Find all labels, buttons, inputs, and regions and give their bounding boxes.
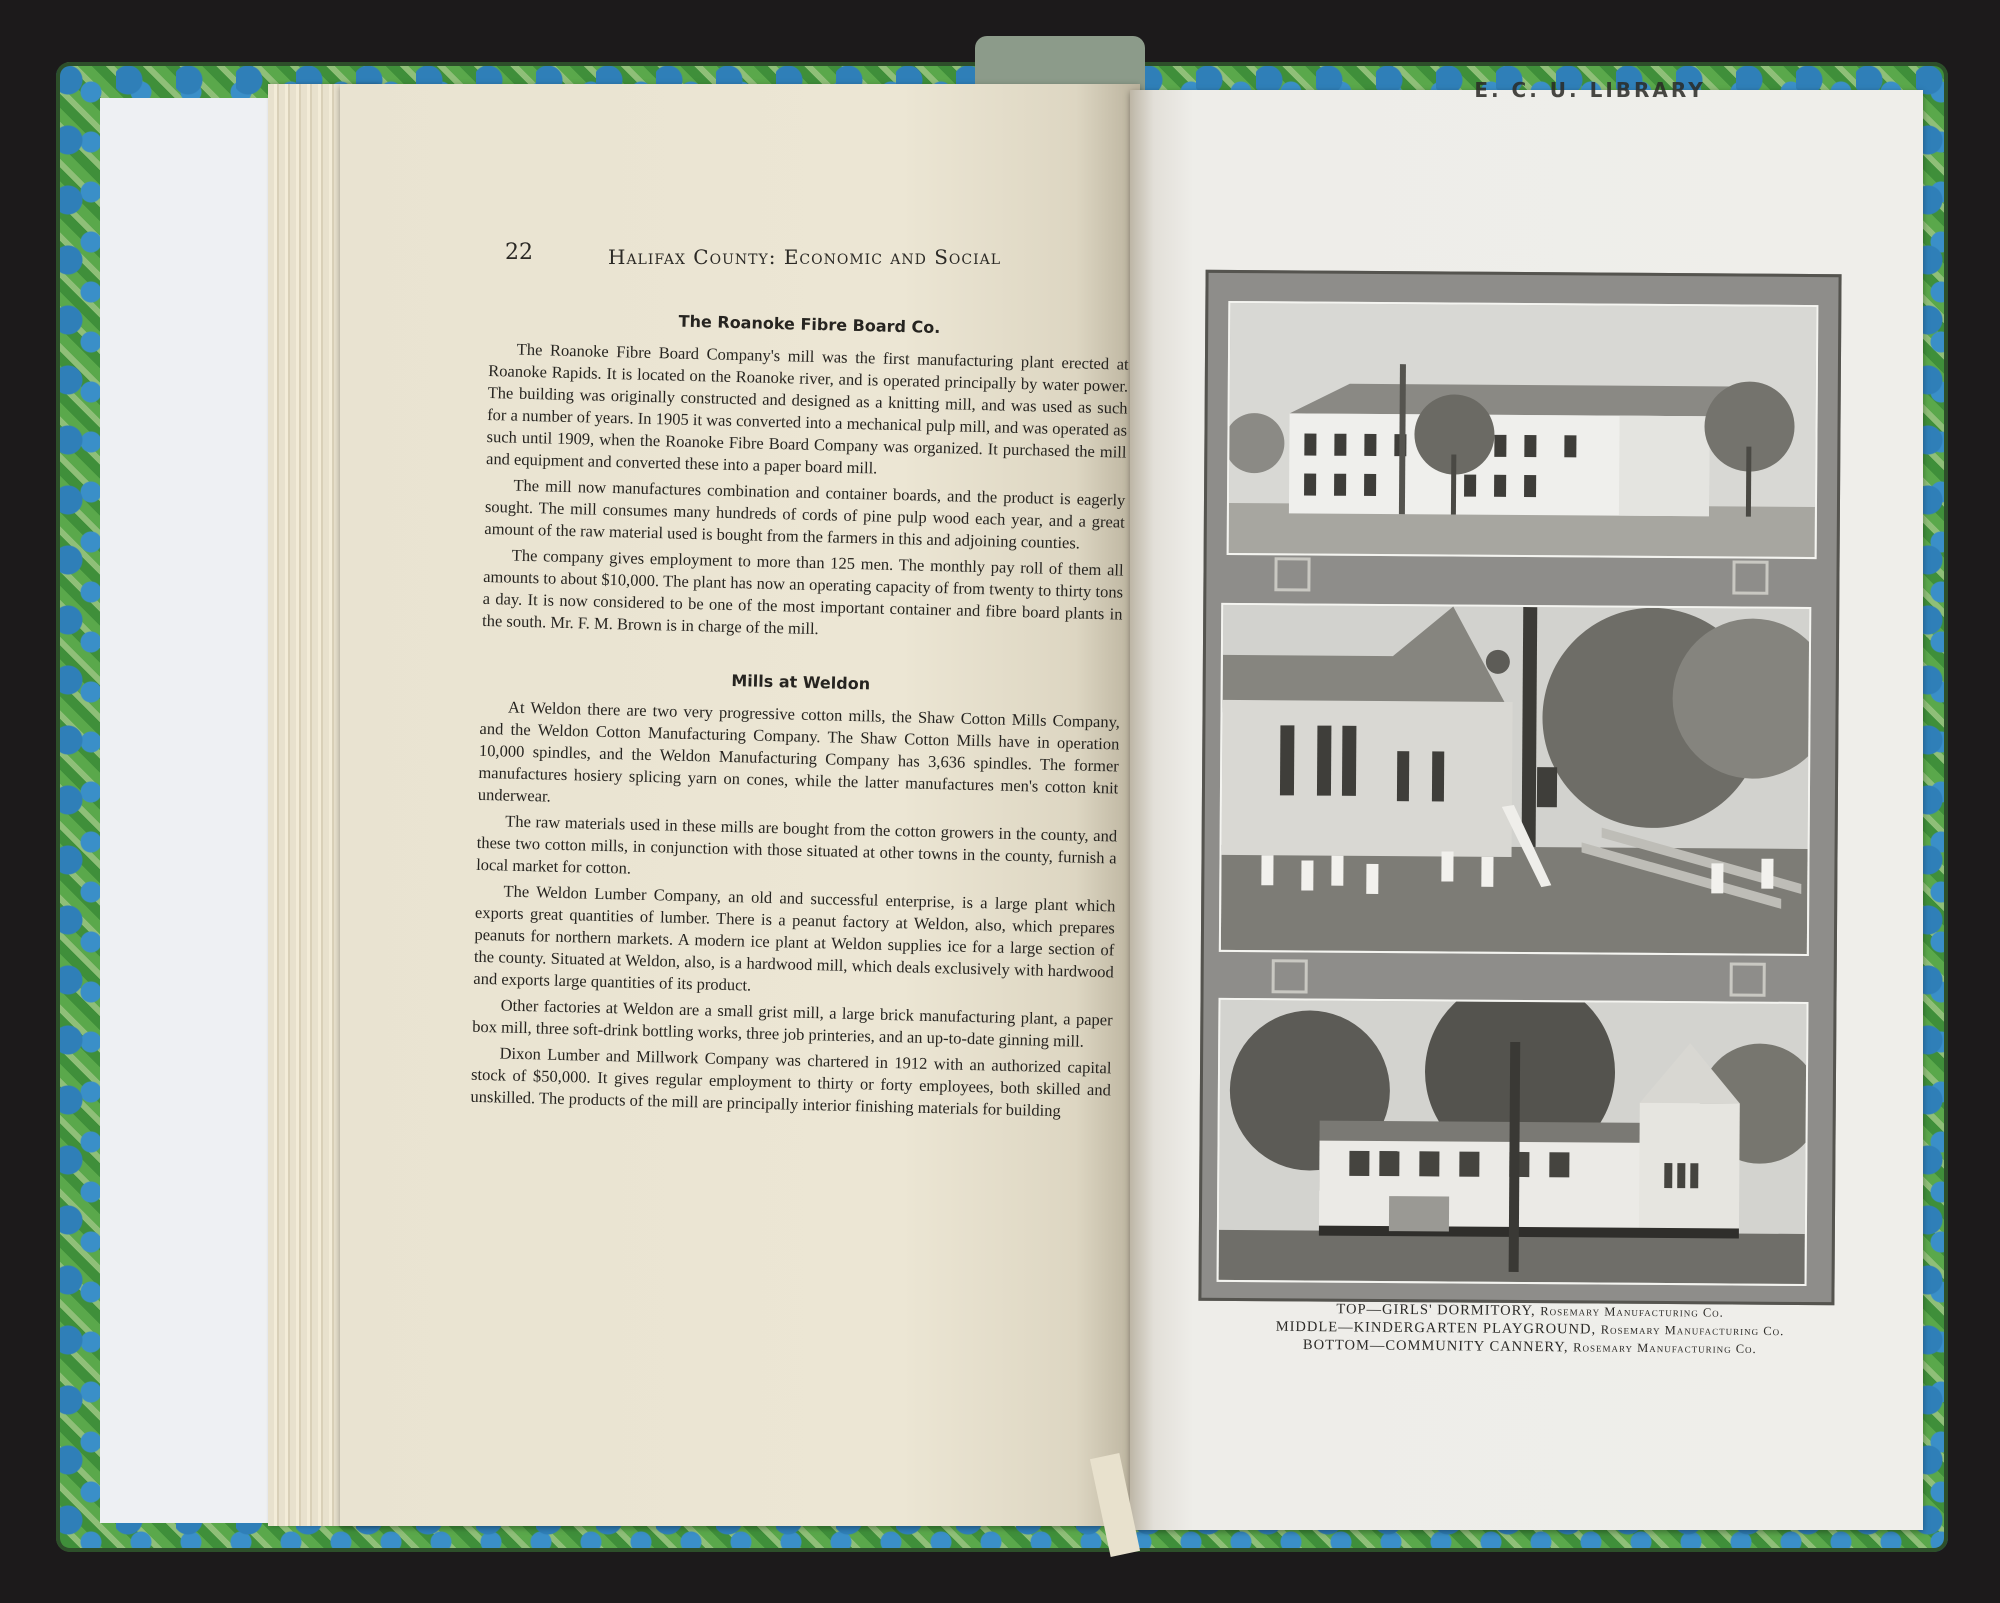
paragraph: The Roanoke Fibre Board Company's mill was the first manufacturing plant erected at Roanoke Rapids. It is located on the Roanoke river, and is operated principally by water power. The building was originally constructed and designed as a knitting mill, and was used as such for a number of years. In 1905 it was converted into a mechanical pulp mill, and was operated as such until 1909, when the Roanoke Fibre Board Company was organized. It purchased the mill and equipment and converted these into a paper board mill. [485, 339, 1129, 478]
running-title: Halifax County: Economic and Social [608, 245, 1002, 269]
paragraph: The mill now manufactures combination and container boards, and the product is eagerly sought. The mill consumes many hundreds of cords of pine pulp wood each year, and a great amount of the raw material used is bought from the farmers in this and adjoining counties. [484, 475, 1126, 553]
caption-company: Rosemary Manufacturing Co. [1540, 1304, 1724, 1320]
caption-label: MIDDLE—KINDERGARTEN PLAYGROUND, [1275, 1318, 1597, 1338]
frame-ornament [1272, 959, 1308, 993]
paragraph: The company gives employment to more than 125 men. The monthly pay roll of them all amounts to about $10,000. The plant has now an operating capacity of from twenty to thirty tons a day. It is now considered to be one of the most important container and fibre board plants in the south. Mr. F. M. Brown is in charge of the mill. [481, 545, 1124, 639]
paragraph: The Weldon Lumber Company, an old and successful enterprise, is a large plant which exports great quantities of lumber. There is a peanut factory at Weldon, also, which prepares peanuts for northern markets. A modern ice plant at Weldon supplies ice for a large section of the county. Situated at Weldon, also, is a hardwood mill, which deals exclusively with hardwood and exports large quantities of its product. [473, 881, 1116, 995]
caption-company: Rosemary Manufacturing Co. [1573, 1340, 1757, 1356]
frame-ornament [1274, 557, 1310, 591]
photo-community-cannery [1217, 998, 1809, 1286]
paragraph: Dixon Lumber and Millwork Company was chartered in 1912 with an authorized capital stock of $50,000. It gives regular employment to thirty or forty employees, both skilled and unskilled. The products of the mill are principally interior finishing materials for building [470, 1043, 1112, 1121]
section-heading-roanoke: The Roanoke Fibre Board Co. [678, 311, 941, 338]
left-page-body [470, 300, 1130, 1127]
section-heading-weldon: Mills at Weldon [731, 671, 871, 694]
paragraph: The raw materials used in these mills are bought from the cotton growers in the county, and these two cotton mills, in conjunction with those situated at other towns in the county, furnish a local market for cotton. [475, 811, 1118, 878]
photo-kindergarten-playground [1219, 603, 1811, 956]
caption-label: BOTTOM—COMMUNITY CANNERY, [1302, 1337, 1569, 1356]
frame-ornament [1732, 560, 1768, 594]
frame-ornament [1730, 962, 1766, 996]
page-number: 22 [505, 240, 533, 265]
running-head [505, 240, 1040, 280]
photo-plate [1198, 270, 1841, 1305]
left-endpaper [100, 98, 280, 1523]
caption-company: Rosemary Manufacturing Co. [1600, 1322, 1785, 1339]
paragraph: At Weldon there are two very progressive cotton mills, the Shaw Cotton Mills Company, and the Weldon Cotton Manufacturing Company. The Shaw Cotton Mills have in operation 10,000 spindles, and the Weldon Manufacturing Company has 3,636 spindles. The former manufactures hosiery splicing yarn on cones, while the latter manufactures men's cotton knit underwear. [477, 697, 1121, 806]
photo-caption [1190, 1299, 1870, 1359]
photo-girls-dormitory [1227, 301, 1819, 559]
library-stamp: E. C. U. LIBRARY [1474, 78, 1706, 102]
paragraph: Other factories at Weldon are a small grist mill, a large brick manufacturing plant, a paper box mill, three soft-drink bottling works, three job printeries, and an up-to-date ginning mill. [472, 995, 1113, 1051]
caption-label: TOP—GIRLS' DORMITORY, [1336, 1301, 1536, 1320]
